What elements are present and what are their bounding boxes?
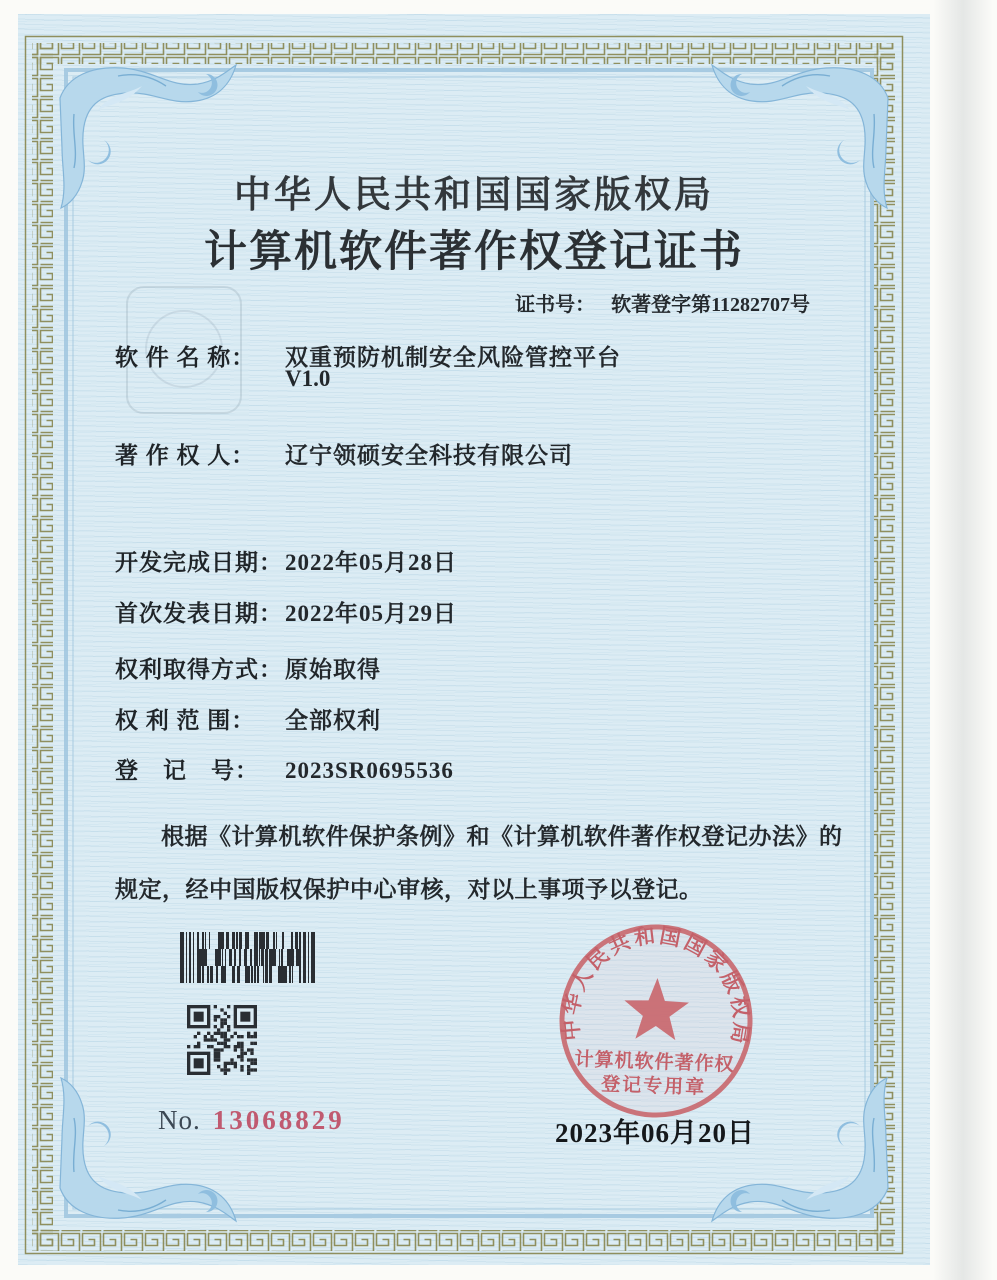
seal-ring-text: 中华人民共和国国家版权局 (558, 923, 754, 1049)
field-label: 权 利 范 围： (115, 708, 256, 733)
field-label: 登 记 号： (115, 758, 259, 783)
field-label: 首次发表日期： (115, 601, 283, 626)
certificate-document (18, 14, 930, 1265)
field-label: 软 件 名 称： (115, 345, 256, 370)
field-value: 双重预防机制安全风险管控平台 (285, 345, 621, 370)
qr-code (187, 1005, 257, 1075)
seal-text-line1: 计算机软件著作权 (574, 1049, 735, 1076)
issue-date: 2023年06月20日 (555, 1118, 755, 1148)
scan-shadow-band (933, 0, 993, 1280)
serial-prefix: No. (158, 1105, 201, 1135)
certificate-title: 计算机软件著作权登记证书 (204, 229, 744, 276)
field-value: 2022年05月28日 (285, 550, 457, 575)
statement-line-1: 根据《计算机软件保护条例》和《计算机软件著作权登记办法》的 (161, 824, 843, 849)
seal-text-line2: 登记专用章 (600, 1074, 707, 1099)
field-value-version: V1.0 (285, 366, 331, 391)
field-label: 开发完成日期： (115, 550, 283, 575)
field-row-first-publication-date (115, 595, 457, 628)
field-label: 权利取得方式： (115, 657, 283, 682)
corner-ornament-bottom-left (60, 1078, 236, 1221)
official-seal (551, 916, 761, 1126)
certificate-number-line (18, 288, 810, 317)
field-row-software-name (115, 339, 621, 372)
field-row-completion-date (115, 544, 457, 577)
field-row-rights-scope (115, 702, 381, 735)
field-row-registration-number (115, 752, 454, 785)
field-row-acquisition-method (115, 651, 381, 684)
certificate-number-label: 证书号： (515, 294, 596, 316)
issuer-title: 中华人民共和国国家版权局 (234, 175, 714, 216)
field-value: 辽宁领硕安全科技有限公司 (285, 443, 573, 468)
field-value: 2022年05月29日 (285, 601, 457, 626)
statement-line-2: 规定，经中国版权保护中心审核，对以上事项予以登记。 (115, 877, 703, 902)
serial-number: 13068829 (212, 1105, 345, 1135)
barcode (180, 932, 315, 983)
field-value: 全部权利 (285, 708, 381, 733)
certificate-number-value: 软著登字第11282707号 (611, 294, 810, 316)
field-value: 2023SR0695536 (285, 758, 454, 783)
serial-number-line (158, 1105, 345, 1136)
field-label: 著 作 权 人： (115, 443, 256, 468)
field-row-copyright-owner (115, 437, 573, 470)
field-value: 原始取得 (285, 657, 381, 682)
